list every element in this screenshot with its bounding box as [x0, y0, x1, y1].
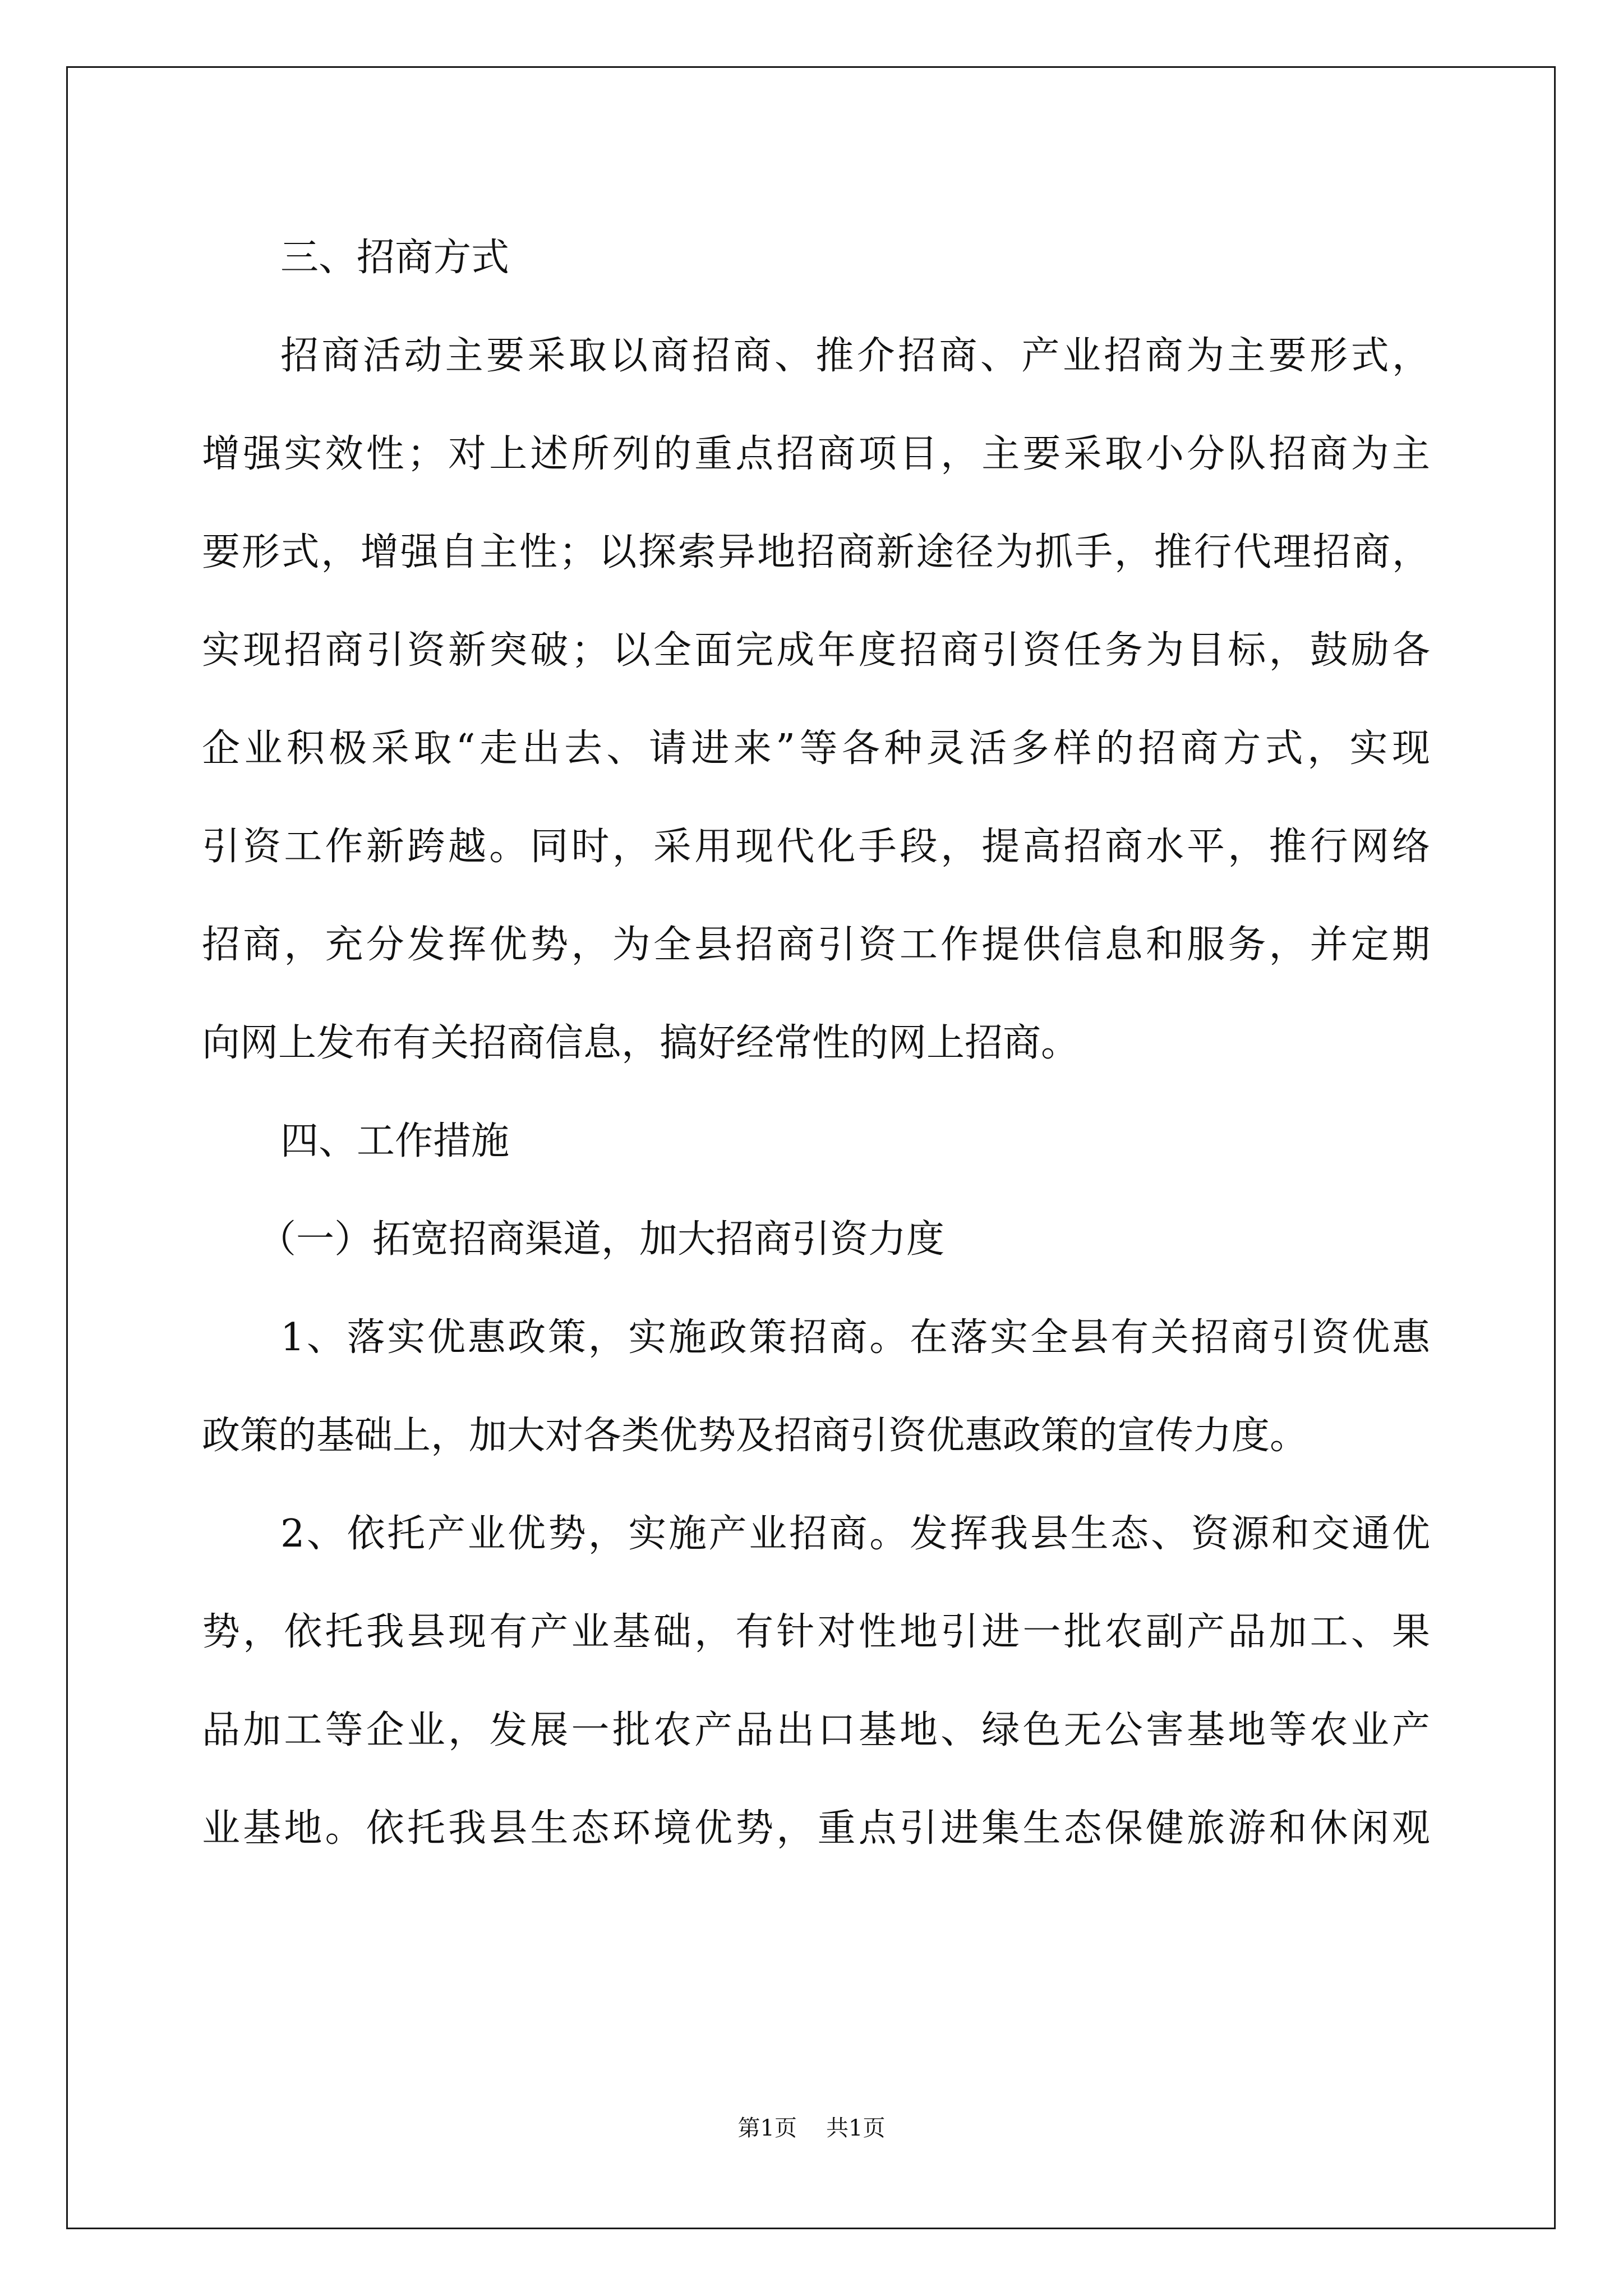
- paragraph-line: 品加工等企业，发展一批农产品出口基地、绿色无公害基地等农业产: [202, 1708, 1430, 1752]
- paragraph-line: 增强实效性；对上述所列的重点招商项目，主要采取小分队招商为主: [202, 432, 1430, 476]
- paragraph-line: 2、依托产业优势，实施产业招商。发挥我县生态、资源和交通优: [280, 1512, 1430, 1556]
- paragraph-line: 势，依托我县现有产业基础，有针对性地引进一批农副产品加工、果: [202, 1610, 1430, 1654]
- page-footer: [0, 2115, 1623, 2142]
- paragraph-line: 向网上发布有关招商信息，搞好经常性的网上招商。: [202, 1021, 1080, 1065]
- paragraph-line: 企业积极采取“走出去、请进来”等各种灵活多样的招商方式，实现: [202, 726, 1430, 771]
- paragraph-line: 1、落实优惠政策，实施政策招商。在落实全县有关招商引资优惠: [280, 1315, 1430, 1360]
- paragraph-line: 招商，充分发挥优势，为全县招商引资工作提供信息和服务，并定期: [202, 923, 1430, 967]
- page-number: 第1页: [737, 2115, 797, 2141]
- section-heading-4: 四、工作措施: [280, 1119, 510, 1163]
- subsection-heading-1: （一）拓宽招商渠道，加大招商引资力度: [258, 1217, 945, 1262]
- section-heading-3: 三、招商方式: [280, 236, 510, 280]
- paragraph-line: 招商活动主要采取以商招商、推介招商、产业招商为主要形式，: [280, 334, 1430, 378]
- paragraph-line: 引资工作新跨越。同时，采用现代化手段，提高招商水平，推行网络: [202, 825, 1430, 869]
- total-pages: 共1页: [826, 2115, 886, 2141]
- paragraph-line: 实现招商引资新突破；以全面完成年度招商引资任务为目标，鼓励各: [202, 628, 1430, 673]
- paragraph-line: 要形式，增强自主性；以探索异地招商新途径为抓手，推行代理招商，: [202, 530, 1430, 574]
- paragraph-line: 业基地。依托我县生态环境优势，重点引进集生态保健旅游和休闲观: [202, 1806, 1430, 1851]
- paragraph-line: 政策的基础上，加大对各类优势及招商引资优惠政策的宣传力度。: [202, 1414, 1308, 1458]
